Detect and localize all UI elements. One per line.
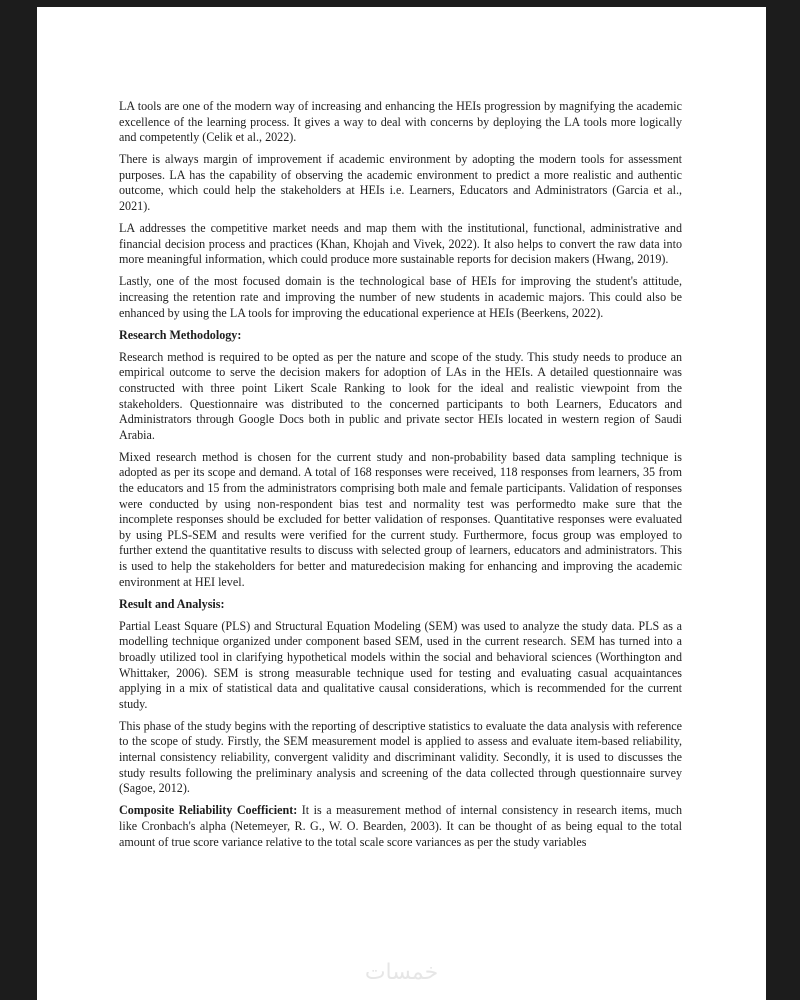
paragraph-mixed-method: Mixed research method is chosen for the current study and non-probability based data sampling technique is adopted as per its scope and demand. A total of 168 responses were received, 118 responses from learners, 35 from the educators and 15 from the administrators comprising both male and female participants. Validation of responses were conducted by using non-respondent bias test and normality test was performedto make sure that the incomplete responses should be excluded for better validation of responses. Quantitative responses were evaluated by using PLS-SEM and results were verified for the current study. Furthermore, focus group was employed to further extend the quantitative results to discuss with selected group of learners, educators and administrators. This is used to help the stakeholders for better and maturedecision making for enhancing and improving the academic environment at HEI level. [119, 449, 682, 589]
paragraph-composite-reliability [119, 803, 682, 850]
composite-reliability-text: It is a measurement method of internal consistency in research items, much like Cronbach's alpha (Netemeyer, R. G., W. O. Bearden, 2003). It can be thought of as being equal to the total amount of true score variance relative to the total scale score variances as per the study variables [119, 803, 682, 849]
document-page [37, 7, 766, 1000]
heading-research-methodology: Research Methodology: [119, 327, 242, 342]
paragraph-improvement: There is always margin of improvement if academic environment by adopting the modern tools for assessment purposes. LA has the capability of observing the academic environment to predict a more realistic and authentic outcome, which could help the stakeholders at HEIs i.e. Learners, Educators and Administrators (Garcia et al., 2021). [119, 152, 682, 214]
document-body [119, 99, 682, 857]
paragraph-pls-sem: Partial Least Square (PLS) and Structural Equation Modeling (SEM) was used to analyze the study data. PLS as a modelling technique organized under component based SEM, used in the current research. SEM has turned into a broadly utilized tool in clarifying hypothetical models within the social and behavioral sciences (Worthington and Whittaker, 2006). SEM is strong measurable technique used for testing and evaluating casual acquaintances applying in a mix of statistical data and qualitative causal considerations, which is recommended for the current study. [119, 618, 682, 711]
paragraph-market-needs: LA addresses the competitive market needs and map them with the institutional, functional, administrative and financial decision process and practices (Khan, Khojah and Vivek, 2022). It also helps to convert the raw data into more meaningful information, which could produce more sustainable reports for decision makers (Hwang, 2019). [119, 221, 682, 267]
composite-reliability-label: Composite Reliability Coefficient: [119, 803, 298, 818]
paragraph-la-tools: LA tools are one of the modern way of increasing and enhancing the HEIs progression by magnifying the academic excellence of the learning process. It gives a way to deal with concerns by deploying the LA tools more logically and competently (Celik et al., 2022). [119, 99, 682, 145]
paragraph-study-phase: This phase of the study begins with the reporting of descriptive statistics to evaluate the data analysis with reference to the scope of study. Firstly, the SEM measurement model is applied to assess and evaluate item-based reliability, internal consistency reliability, convergent validity and discriminant validity. Secondly, it is used to discusses the study results following the preliminary analysis and screening of the data collected through questionnaire survey (Sagoe, 2012). [119, 718, 682, 796]
paragraph-technological-base: Lastly, one of the most focused domain is the technological base of HEIs for improving the student's attitude, increasing the retention rate and improving the number of new students in academic majors. This could also be enhanced by using the LA tools for improving the educational experience at HEIs (Beerkens, 2022). [119, 274, 682, 320]
heading-result-analysis: Result and Analysis: [119, 596, 225, 611]
watermark-logo: خمسات [364, 960, 439, 985]
paragraph-research-method: Research method is required to be opted as per the nature and scope of the study. This study needs to produce an empirical outcome to serve the decision makers for adoption of LAs in the HEIs. A detailed questionnaire was constructed with three point Likert Scale Ranking to look for the ideal and realistic viewpoint from the stakeholders. Questionnaire was distributed to the concerned participants to both Learners, Educators and Administrators through Google Docs both in public and private sector HEIs located in western region of Saudi Arabia. [119, 349, 682, 442]
